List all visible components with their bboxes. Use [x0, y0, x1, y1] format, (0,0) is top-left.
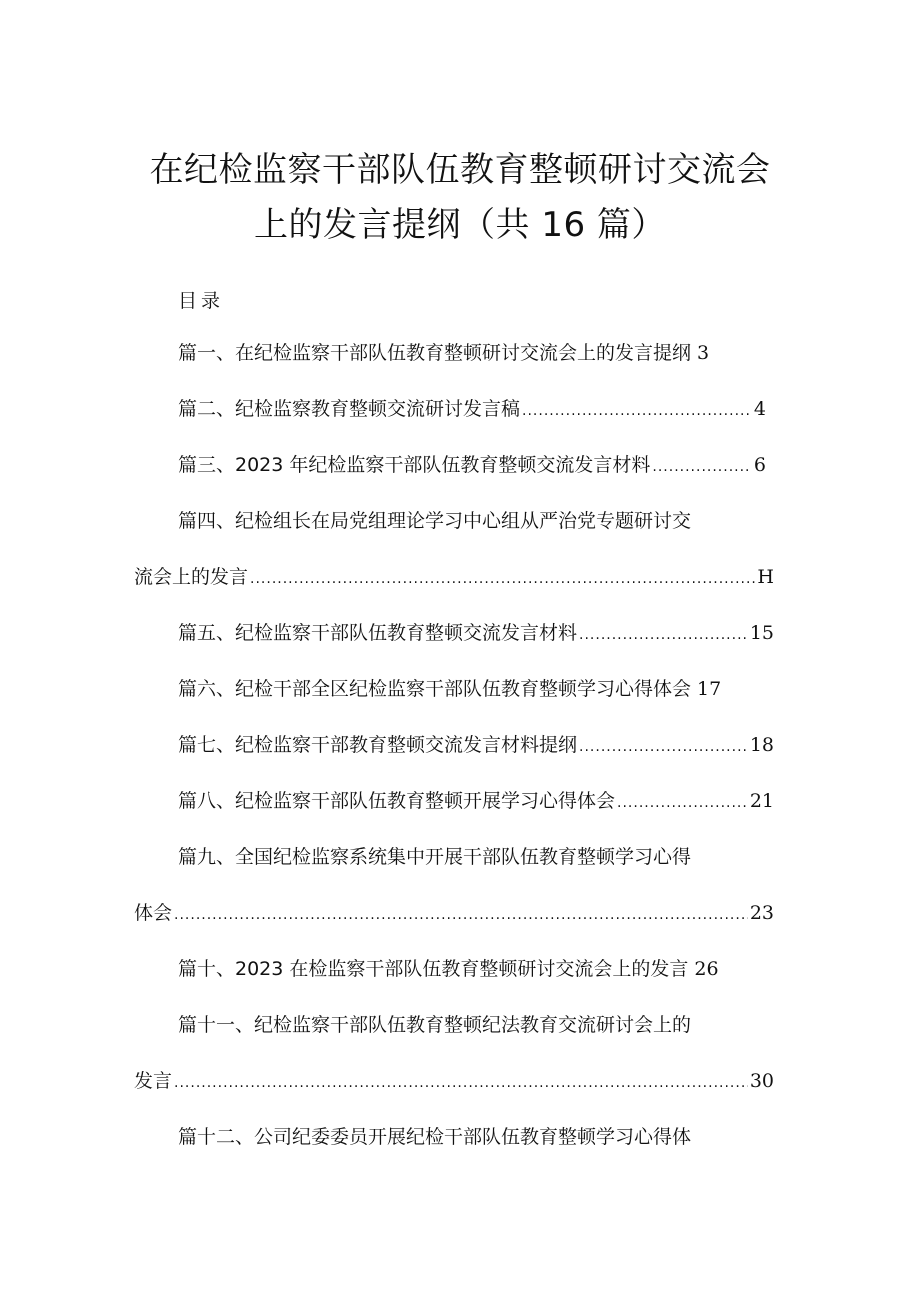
leader-dots: [579, 734, 748, 760]
toc-entry-4-line-1[interactable]: [178, 508, 691, 534]
toc-entry-text: 篇十二、公司纪委委员开展纪检干部队伍教育整顿学习心得体: [178, 1126, 692, 1148]
leader-dots: [652, 454, 752, 480]
leader-dots: [522, 398, 752, 424]
toc-entry-page: 30: [749, 1070, 774, 1092]
toc-entry-text: 篇五、纪检监察干部队伍教育整顿交流发言材料: [178, 622, 578, 644]
toc-entry-8[interactable]: [178, 788, 774, 816]
toc-entry-page: 26: [694, 958, 719, 980]
toc-entry-page: 18: [749, 734, 774, 756]
toc-entry-page: 21: [749, 790, 774, 812]
toc-entry-9-line-2[interactable]: [134, 900, 774, 928]
leader-dots: [174, 1070, 748, 1096]
toc-entry-text: 篇六、纪检干部全区纪检监察干部队伍教育整顿学习心得体会: [178, 678, 692, 700]
toc-entry-11-line-2[interactable]: [134, 1068, 774, 1096]
toc-entry-text: 篇九、全国纪检监察系统集中开展干部队伍教育整顿学习心得: [178, 846, 692, 868]
toc-entry-page: 4: [753, 398, 766, 420]
toc-entry-text: 篇三、2023 年纪检监察干部队伍教育整顿交流发言材料: [178, 454, 651, 476]
toc-entry-page: 3: [697, 342, 710, 364]
toc-entry-page: 23: [749, 902, 774, 924]
toc-entry-text: 篇二、纪检监察教育整顿交流研讨发言稿: [178, 398, 521, 420]
toc-entry-1[interactable]: [178, 340, 709, 366]
toc-entry-6[interactable]: [178, 676, 721, 702]
toc-entry-12-line-1[interactable]: [178, 1124, 691, 1150]
toc-entry-text: 篇十一、纪检监察干部队伍教育整顿纪法教育交流研讨会上的: [178, 1014, 692, 1036]
toc-entry-text: 体会: [134, 902, 173, 924]
toc-entry-3[interactable]: [178, 452, 766, 480]
title-line-2: 上的发言提纲（共 16 篇）: [254, 205, 666, 245]
toc-entry-text: 篇十、2023 在检监察干部队伍教育整顿研讨交流会上的发言: [178, 958, 689, 980]
toc-entry-9-line-1[interactable]: [178, 844, 691, 870]
toc-entry-2[interactable]: [178, 396, 766, 424]
toc-entry-text: 流会上的发言: [134, 566, 249, 588]
toc-entry-page: H: [757, 566, 774, 588]
toc-entry-text: 篇七、纪检监察干部教育整顿交流发言材料提纲: [178, 734, 578, 756]
toc-entry-4-line-2[interactable]: [134, 564, 774, 592]
toc-entry-7[interactable]: [178, 732, 774, 760]
leader-dots: [174, 902, 748, 928]
toc-entry-11-line-1[interactable]: [178, 1012, 691, 1038]
leader-dots: [579, 622, 748, 648]
toc-entry-10[interactable]: [178, 956, 719, 982]
toc-entry-page: 6: [753, 454, 766, 476]
toc-entry-text: 发言: [134, 1070, 173, 1092]
title-line-1: 在纪检监察干部队伍教育整顿研讨交流会: [149, 150, 771, 190]
toc-entry-page: 17: [697, 678, 722, 700]
toc-entry-5[interactable]: [178, 620, 774, 648]
toc-entry-page: 15: [749, 622, 774, 644]
toc-entry-text: 篇八、纪检监察干部队伍教育整顿开展学习心得体会: [178, 790, 616, 812]
toc-entry-text: 篇一、在纪检监察干部队伍教育整顿研讨交流会上的发言提纲: [178, 342, 692, 364]
toc-label: 目录: [178, 290, 225, 312]
leader-dots: [617, 790, 748, 816]
leader-dots: [250, 566, 755, 592]
toc-entry-text: 篇四、纪检组长在局党组理论学习中心组从严治党专题研讨交: [178, 510, 692, 532]
